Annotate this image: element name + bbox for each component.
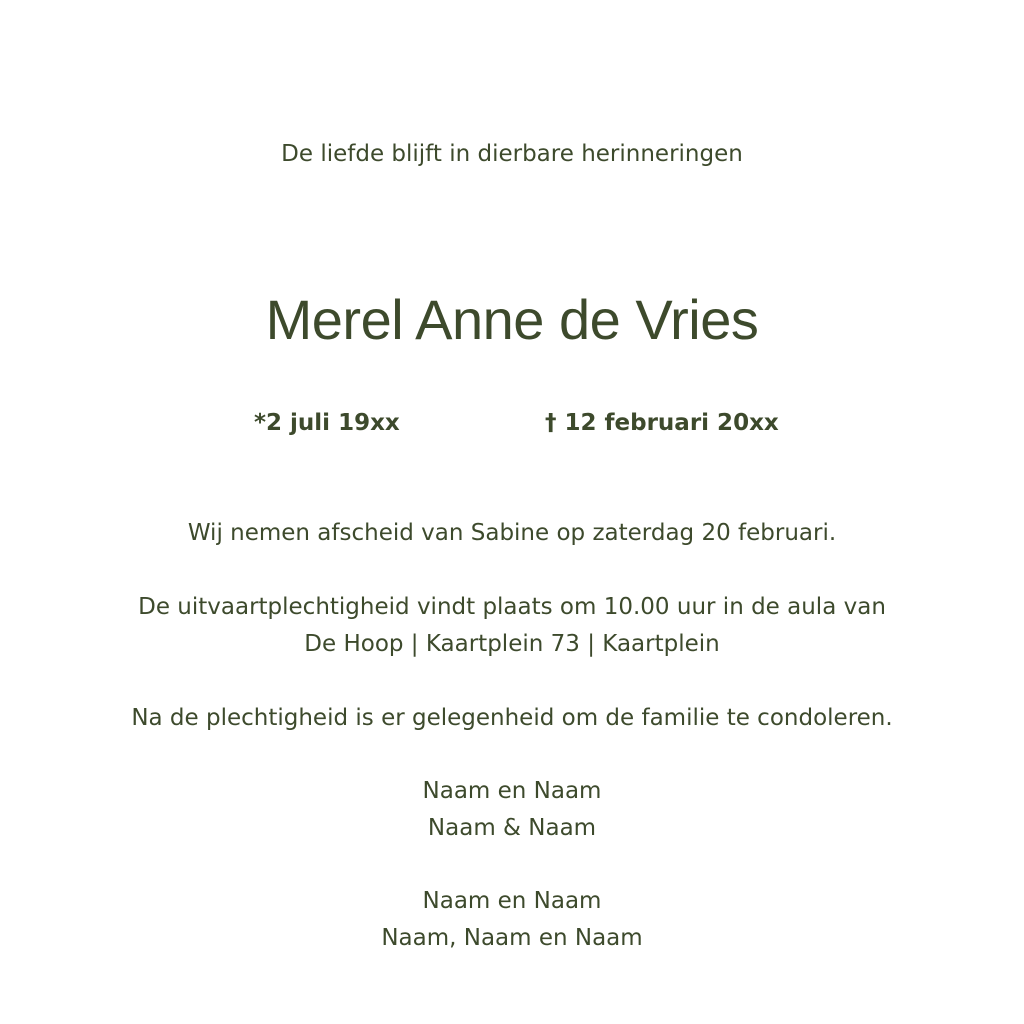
announcement-text: Wij nemen afscheid van Sabine op zaterdag 20 februari. [187,520,837,546]
family-names-line: Naam en Naam [422,778,602,804]
motto-text: De liefde blijft in dierbare herinneringen [281,141,743,167]
ceremony-text-line-1: De uitvaartplechtigheid vindt plaats om 10.00 uur in de aula van [138,594,886,620]
deceased-name: Merel Anne de Vries [265,288,759,351]
ceremony-text-line-2: De Hoop | Kaartplein 73 | Kaartplein [304,631,720,657]
birth-date: *2 juli 19xx [254,410,400,436]
family-names-line: Naam, Naam en Naam [381,925,643,951]
condolence-text: Na de plechtigheid is er gelegenheid om de familie te condoleren. [131,705,893,731]
death-date: † 12 februari 20xx [545,410,779,436]
family-names-line: Naam en Naam [422,888,602,914]
family-names-line: Naam & Naam [427,815,597,841]
